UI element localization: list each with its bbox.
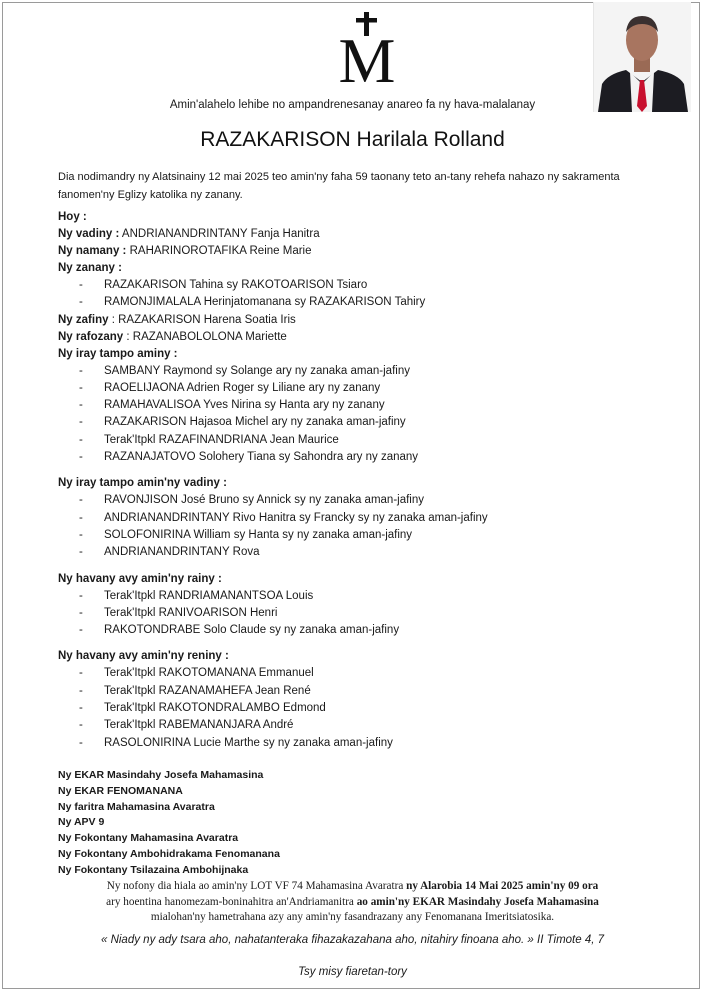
organization-item: Ny EKAR Masindahy Josefa Mahamasina [58,769,264,781]
list-item: - RAZANAJATOVO Solohery Tiana sy Sahondra ary ny zanany [58,449,678,466]
mother-in-law-label: Ny namany : [58,245,127,257]
organization-item: Ny Fokontany Tsilazaina Ambohijnaka [58,863,249,876]
funeral-announcement [40,879,665,926]
list-item: - Terak'Itpkl RABEMANANJARA André [58,717,678,734]
organization-item: Ny Fokontany Mahamasina Avaratra [58,832,239,845]
rafozany-line [58,329,678,346]
grandchild-value: : RAZAKARISON Harena Soatia Iris [111,313,296,326]
list-item: - ANDRIANANDRINTANY Rova [58,544,678,561]
grandchild-line [58,312,678,329]
organization-item: Ny APV 9 [58,816,105,829]
funeral-text-3: mialohan'ny hametrahana azy any amin'ny fasandrazany any Fenomanana Imeritsiatosika. [150,911,555,923]
subtitle: Amin'alahelo lehibe no ampandrenesanay anareo fa ny hava-malalanay [169,99,536,111]
list-item: - SAMBANY Raymond sy Solange ary ny zanaka aman-jafiny [58,363,678,380]
organization-item: Ny EKAR FENOMANANA [58,784,183,797]
spouse-line [58,226,678,243]
father-relatives-label: Ny havany avy amin'ny rainy : [58,572,222,585]
children-label: Ny zanany : [58,262,122,274]
organizations-list [58,768,280,879]
siblings-label: Ny iray tampo aminy : [58,347,178,360]
list-item: - RASOLONIRINA Lucie Marthe sy ny zanaka aman-jafiny [58,735,678,752]
funeral-text-2: ary hoentina hanomezam-boninahitra an'Andriamanitra [106,895,357,908]
spouse-label: Ny vadiny : [58,228,120,240]
closing-note: Tsy misy fiaretan-tory [298,966,407,978]
list-item: - RAZAKARISON Hajasoa Michel ary ny zanaka aman-jafiny [58,414,678,431]
funeral-text-1: Ny nofony dia hiala ao amin'ny LOT VF 74 Mahamasina Avaratra [106,880,407,892]
mother-in-law-line [58,243,678,260]
rafozany-label: Ny rafozany [58,330,124,343]
funeral-church: ao amin'ny EKAR Masindahy Josefa Mahamasina [356,895,599,908]
deceased-name: RAZAKARISON Harilala Rolland [200,128,505,151]
list-item: - SOLOFONIRINA William sy Hanta sy ny zanaka aman-jafiny [58,527,678,544]
family-list [58,209,678,752]
list-item: - ANDRIANANDRINTANY Rivo Hanitra sy Francky sy ny zanaka aman-jafiny [58,510,678,527]
list-item: - RAKOTONDRABE Solo Claude sy ny zanaka aman-jafiny [58,622,678,639]
spouse-siblings-label: Ny iray tampo amin'ny vadiny : [58,477,227,490]
list-item: - Terak'Itpkl RAKOTONDRALAMBO Edmond [58,700,678,717]
rafozany-value: : RAZANABOLOLONA Mariette [126,330,287,343]
list-item: - RAZAKARISON Tahina sy RAKOTOARISON Tsiaro [58,277,678,294]
funeral-date-time: ny Alarobia 14 Mai 2025 amin'ny 09 ora [406,880,599,892]
list-item: - Terak'Itpkl RAZANAMAHEFA Jean René [58,683,678,700]
list-item: - Terak'Itpkl RANIVOARISON Henri [58,605,678,622]
logo-monogram-letter: M [338,25,396,86]
hoy-label: Hoy : [58,211,87,223]
bible-verse: « Niady ny ady tsara aho, nahatanteraka fihazakazahana aho, nitahiry finoana aho. » II Timote 4, 7 [100,934,605,946]
mother-relatives-label: Ny havany avy amin'ny reniny : [58,650,229,663]
list-item: - RAVONJISON José Bruno sy Annick sy ny zanaka aman-jafiny [58,492,678,509]
organization-item: Ny Fokontany Ambohidrakama Fenomanana [58,847,280,860]
list-item: - Terak'Itpkl RAZAFINANDRIANA Jean Maurice [58,432,678,449]
list-item: - RAMAHAVALISOA Yves Nirina sy Hanta ary ny zanany [58,397,678,414]
intro-paragraph: Dia nodimandry ny Alatsinainy 12 mai 2025 teo amin'ny faha 59 taonany teto an-tany rehefa nahazo ny sakramenta fanomen'ny Eglizy katolika ny zanany. [58,171,620,201]
marian-monogram-logo [328,10,406,86]
list-item: - RAOELIJAONA Adrien Roger sy Liliane ary ny zanany [58,380,678,397]
list-item: - Terak'Itpkl RANDRIAMANANTSOA Louis [58,588,678,605]
grandchild-label: Ny zafiny [58,313,109,326]
organization-item: Ny faritra Mahamasina Avaratra [58,800,215,813]
list-item: - Terak'Itpkl RAKOTOMANANA Emmanuel [58,665,678,682]
list-item: - RAMONJIMALALA Herinjatomanana sy RAZAKARISON Tahiry [58,294,678,311]
portrait-photo [593,2,691,112]
mother-in-law-value: RAHARINOROTAFIKA Reine Marie [129,245,312,257]
spouse-value: ANDRIANANDRINTANY Fanja Hanitra [121,228,320,240]
